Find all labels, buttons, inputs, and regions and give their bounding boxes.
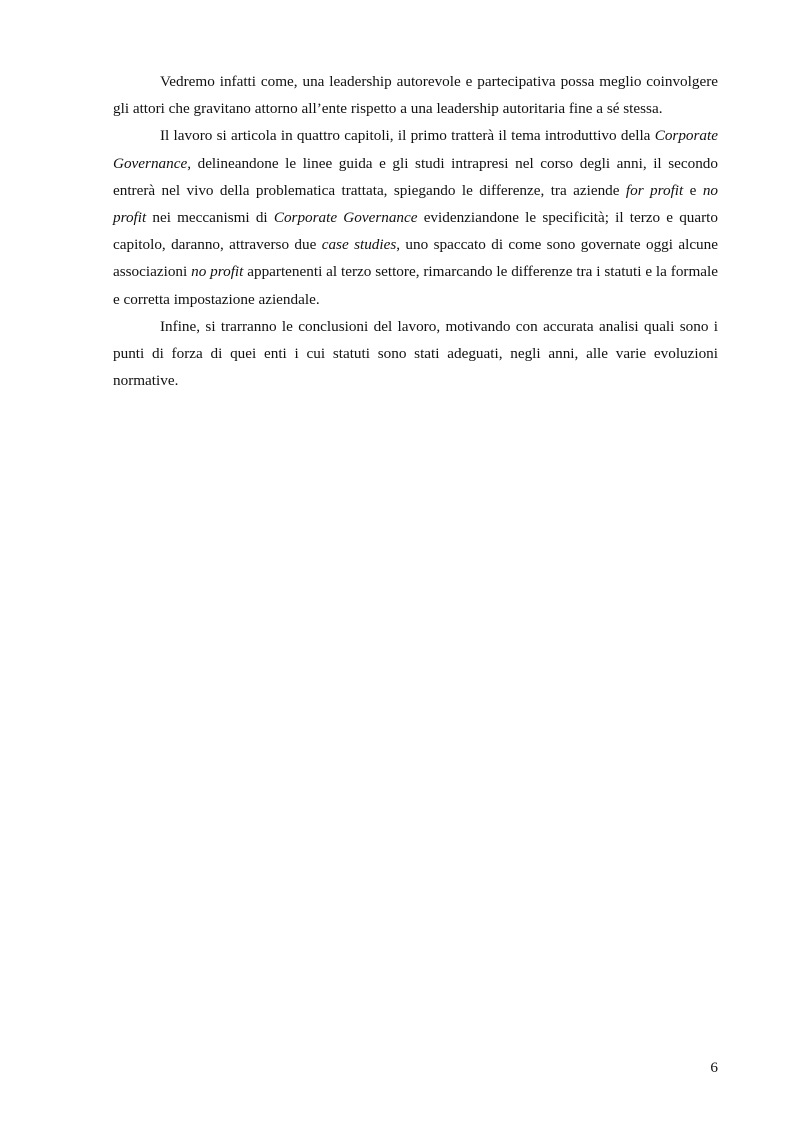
italic-term: Corporate Governance — [113, 127, 718, 172]
italic-term: no profit — [191, 263, 244, 281]
paragraph-leadership — [113, 68, 718, 122]
italic-term: no profit — [113, 181, 718, 227]
page-number: 6 — [710, 1059, 718, 1076]
text-segment: , uno spaccato di come sono governate oggi alcune associazioni — [113, 236, 718, 281]
text-segment: nei meccanismi di — [146, 209, 274, 227]
text-segment: e — [683, 181, 703, 199]
text-segment: , delineandone le linee guida e gli studi intrapresi nel corso degli anni, il secondo entrerà nel vivo della problematica trattata, spiegando le differenze, tra aziende — [113, 154, 718, 199]
paragraph-conclusions — [113, 313, 718, 395]
text-segment: evidenziandone le specificità; il terzo e quarto capitolo, daranno, attraverso due — [113, 209, 718, 254]
text-segment: Infine, si trarranno le conclusioni del lavoro, motivando con accurata analisi quali sono i punti di forza di quei enti i cui statuti sono stati adeguati, negli anni, alle varie evoluzioni normative. — [113, 317, 718, 390]
italic-term: for profit — [625, 181, 684, 199]
page-body — [113, 68, 718, 394]
italic-term: case studies — [321, 236, 397, 254]
text-segment: Il lavoro si articola in quattro capitoli, il primo tratterà il tema introduttivo della — [160, 127, 655, 145]
text-segment: appartenenti al terzo settore, rimarcando le differenze tra i statuti e la formale e corretta impostazione aziendale. — [113, 263, 718, 308]
text-segment: Vedremo infatti come, una leadership autorevole e partecipativa possa meglio coinvolgere gli attori che gravitano attorno all’ente rispetto a una leadership autoritaria fine a sé stessa. — [113, 73, 718, 118]
paragraph-structure — [113, 122, 718, 312]
italic-term: Corporate Governance — [273, 209, 418, 227]
